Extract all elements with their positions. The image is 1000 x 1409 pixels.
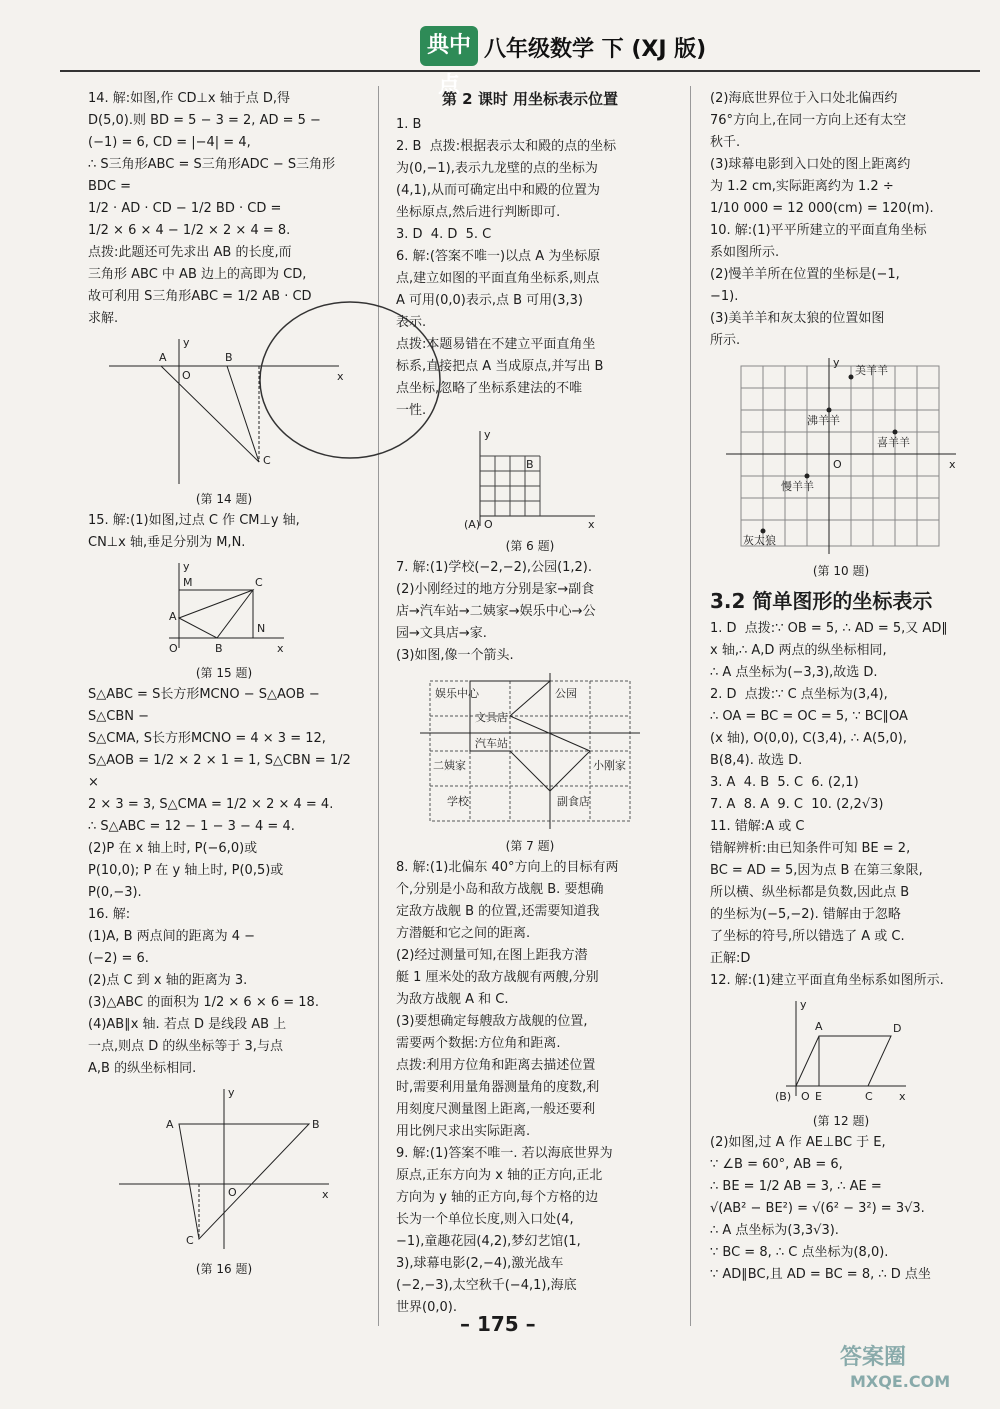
svg-text:O: O <box>484 518 493 531</box>
figure-caption: (第 14 题) <box>195 492 253 506</box>
text-line: 1/2 · AD · CD − 1/2 BD · CD = <box>88 201 282 216</box>
text-line: 2. B 点拨:根据表示太和殿的点的坐标 <box>396 139 617 154</box>
svg-text:x: x <box>949 458 956 471</box>
text-line: (3)美羊羊和灰太狼的位置如图 <box>710 311 885 326</box>
text-line: (−1) = 6, CD = |−4| = 4, <box>88 135 251 150</box>
svg-text:E: E <box>815 1090 822 1103</box>
text-line: (2)点 C 到 x 轴的距离为 3. <box>88 973 248 988</box>
text-line: (−2) = 6. <box>88 951 149 966</box>
text-line: 11. 错解:A 或 C <box>710 819 805 834</box>
text-line: 艇 1 厘米处的敌方战舰有两艘,分别 <box>396 970 599 985</box>
svg-text:x: x <box>588 518 595 531</box>
svg-text:D: D <box>893 1022 902 1035</box>
fig10-label: 喜羊羊 <box>877 436 910 449</box>
text-line: ∴ A 点坐标为(−3,3),故选 D. <box>710 665 878 680</box>
text-line: 为敌方战舰 A 和 C. <box>396 992 509 1007</box>
text-line: ∵ AD∥BC,且 AD = BC = 8, ∴ D 点坐 <box>710 1267 931 1282</box>
figure-caption: (第 15 题) <box>195 666 253 680</box>
svg-text:A: A <box>169 610 177 623</box>
text-line: 坐标原点,然后进行判断即可. <box>396 205 561 220</box>
figure-16 <box>114 1084 334 1254</box>
text-line: B(8,4). 故选 D. <box>710 753 803 768</box>
figure-caption: (第 12 题) <box>812 1114 870 1128</box>
svg-text:x: x <box>899 1090 906 1103</box>
text-line: 1/10 000 = 12 000(cm) = 120(m). <box>710 201 934 216</box>
text-line: 2. D 点拨:∵ C 点坐标为(3,4), <box>710 687 888 702</box>
watermark-url: MXQE.COM <box>850 1372 951 1391</box>
text-line: −1),童趣花园(4,2),梦幻艺馆(1, <box>396 1234 581 1249</box>
text-line: 正解:D <box>710 951 751 966</box>
text-line: 点拨:本题易错在不建立平面直角坐 <box>396 337 596 352</box>
text-line: ∴ S△ABC = 12 − 1 − 3 − 4 = 4. <box>88 819 295 834</box>
svg-text:O: O <box>169 642 178 655</box>
text-line: 三角形 ABC 中 AB 边上的高即为 CD, <box>88 267 307 282</box>
text-line: 需要两个数据:方位角和距离. <box>396 1036 561 1051</box>
text-line: x 轴,∴ A,D 两点的纵坐标相同, <box>710 643 887 658</box>
fig7-label: 小刚家 <box>593 759 626 772</box>
text-line: P(10,0); P 在 y 轴上时, P(0,5)或 <box>88 863 284 878</box>
text-line: (2)慢羊羊所在位置的坐标是(−1, <box>710 267 900 282</box>
fig10-label: 慢羊羊 <box>781 480 814 493</box>
text-line: 8. 解:(1)北偏东 40°方向上的目标有两 <box>396 860 619 875</box>
text-line: 个,分别是小岛和敌方战舰 B. 要想确 <box>396 882 604 897</box>
fig7-label: 汽车站 <box>475 737 508 750</box>
text-line: 长为一个单位长度,则入口处(4, <box>396 1212 574 1227</box>
svg-text:C: C <box>263 454 271 467</box>
text-line: 7. 解:(1)学校(−2,−2),公园(1,2). <box>396 560 593 575</box>
text-line: 系如图所示. <box>710 245 780 260</box>
text-line: 方潜艇和它之间的距离. <box>396 926 531 941</box>
fig10-label: 沸羊羊 <box>807 414 840 427</box>
text-line: 为 1.2 cm,实际距离约为 1.2 ÷ <box>710 179 894 194</box>
text-line: √(AB² − BE²) = √(6² − 3²) = 3√3. <box>710 1201 925 1216</box>
fig10-label: 美羊羊 <box>855 364 888 377</box>
svg-text:(B): (B) <box>775 1090 792 1103</box>
text-line: 秋千. <box>710 135 741 150</box>
answer-7 <box>396 557 664 667</box>
text-line: 点拨:此题还可先求出 AB 的长度,而 <box>88 245 292 260</box>
text-line: 点,建立如图的平面直角坐标系,则点 <box>396 271 600 286</box>
figure-6 <box>460 426 600 531</box>
figure-caption: (第 6 题) <box>505 539 555 553</box>
text-line: (3)如图,像一个箭头. <box>396 648 514 663</box>
text-line: −1). <box>710 289 739 304</box>
text-line: (2)海底世界位于入口处北偏西约 <box>710 91 898 106</box>
text-line: (3)球幕电影到入口处的图上距离约 <box>710 157 911 172</box>
text-line: 3. D 4. D 5. C <box>396 227 492 242</box>
text-line: 点坐标,忽略了坐标系建法的不唯 <box>396 381 583 396</box>
header-rule <box>60 70 980 72</box>
text-line: (2)经过测量可知,在图上距我方潜 <box>396 948 588 963</box>
svg-text:C: C <box>255 576 263 589</box>
page-header <box>0 0 1000 98</box>
text-line: S△ABC = S长方形MCNO − S△AOB − S△CBN − <box>88 687 324 724</box>
text-line: 1. B <box>396 117 422 132</box>
answer-12-cont <box>710 1132 972 1286</box>
text-line: 的坐标为(−5,−2). 错解由于忽略 <box>710 907 901 922</box>
figure-10 <box>721 356 961 556</box>
text-line: CN⊥x 轴,垂足分别为 M,N. <box>88 535 246 550</box>
text-line: 原点,正东方向为 x 轴的正方向,正北 <box>396 1168 603 1183</box>
text-line: ∵ ∠B = 60°, AB = 6, <box>710 1157 843 1172</box>
text-line: (4)AB∥x 轴. 若点 D 是线段 AB 上 <box>88 1017 287 1032</box>
fig7-label: 文具店 <box>475 711 508 724</box>
svg-text:(A): (A) <box>464 518 481 531</box>
text-line: 定敌方战舰 B 的位置,还需要知道我 <box>396 904 600 919</box>
text-line: S△AOB = 1/2 × 2 × 1 = 1, S△CBN = 1/2 × <box>88 753 355 790</box>
answer-10 <box>710 220 972 352</box>
text-line: 故可利用 S三角形ABC = 1/2 AB · CD <box>88 289 312 304</box>
figure-7 <box>415 671 645 831</box>
text-line: 店→汽车站→二姨家→娱乐中心→公 <box>396 604 596 619</box>
answer-16 <box>88 904 360 1080</box>
text-line: (−2,−3),太空秋千(−4,1),海底 <box>396 1278 577 1293</box>
text-line: 7. A 8. A 9. C 10. (2,2√3) <box>710 797 884 812</box>
watermark-logo: 答案圈 <box>840 1345 907 1370</box>
svg-text:C: C <box>186 1234 194 1247</box>
svg-text:y: y <box>183 560 190 573</box>
text-line: 14. 解:如图,作 CD⊥x 轴于点 D,得 <box>88 91 290 106</box>
svg-text:y: y <box>833 356 840 369</box>
text-line: 9. 解:(1)答案不唯一. 若以海底世界为 <box>396 1146 613 1161</box>
text-line: 2 × 3 = 3, S△CMA = 1/2 × 2 × 4 = 4. <box>88 797 334 812</box>
text-line: 76°方向上,在同一方向上还有太空 <box>710 113 907 128</box>
svg-text:y: y <box>800 998 807 1011</box>
svg-text:B: B <box>312 1118 320 1131</box>
text-line: ∴ S三角形ABC = S三角形ADC − S三角形BDC = <box>88 157 336 194</box>
text-line: (2)小刚经过的地方分别是家→副食 <box>396 582 595 597</box>
svg-text:A: A <box>815 1020 823 1033</box>
text-line: ∴ A 点坐标为(3,3√3). <box>710 1223 839 1238</box>
text-line: 方向为 y 轴的正方向,每个方格的边 <box>396 1190 599 1205</box>
svg-text:x: x <box>322 1188 329 1201</box>
text-line: 错解辨析:由已知条件可知 BE = 2, <box>710 841 911 856</box>
svg-text:y: y <box>183 336 190 349</box>
svg-text:x: x <box>337 370 344 383</box>
text-line: ∴ OA = BC = OC = 5, ∵ BC∥OA <box>710 709 908 724</box>
text-line: (x 轴), O(0,0), C(3,4), ∴ A(5,0), <box>710 731 907 746</box>
book-title: 八年级数学 下 (XJ 版) <box>484 37 707 62</box>
handwritten-stamp <box>250 290 450 470</box>
svg-text:O: O <box>182 369 191 382</box>
column-divider <box>690 86 691 1326</box>
svg-text:N: N <box>257 622 266 635</box>
column-left <box>88 88 360 1280</box>
svg-text:B: B <box>225 351 233 364</box>
text-line: 所以横、纵坐标都是负数,因此点 B <box>710 885 910 900</box>
fig7-label: 二姨家 <box>433 759 466 772</box>
text-line: A 可用(0,0)表示,点 B 可用(3,3) <box>396 293 583 308</box>
fig7-label: 公园 <box>555 687 577 700</box>
lesson-heading: 第 2 课时 用坐标表示位置 <box>441 90 619 108</box>
fig10-label: 灰太狼 <box>743 534 776 547</box>
page-number: – 175 – <box>460 1312 536 1336</box>
text-line: 求解. <box>88 311 119 326</box>
text-line: 点拨:利用方位角和距离去描述位置 <box>396 1058 596 1073</box>
svg-text:y: y <box>484 428 491 441</box>
text-line: A,B 的纵坐标相同. <box>88 1061 197 1076</box>
figure-caption: (第 7 题) <box>505 839 555 853</box>
text-line: 表示. <box>396 315 427 330</box>
text-line: 用刻度尺测量图上距离,一般还要利 <box>396 1102 596 1117</box>
answer-9-cont <box>710 88 972 220</box>
figure-caption: (第 10 题) <box>812 564 870 578</box>
text-line: 1. D 点拨:∵ OB = 5, ∴ AD = 5,又 AD∥ <box>710 621 948 636</box>
svg-text:O: O <box>833 458 842 471</box>
text-line: (4,1),从而可确定出中和殿的位置为 <box>396 183 600 198</box>
text-line: 6. 解:(答案不唯一)以点 A 为坐标原 <box>396 249 601 264</box>
text-line: 15. 解:(1)如图,过点 C 作 CM⊥y 轴, <box>88 513 300 528</box>
text-line: 一性. <box>396 403 427 418</box>
text-line: D(5,0).则 BD = 5 − 3 = 2, AD = 5 − <box>88 113 321 128</box>
column-divider <box>378 86 379 1326</box>
text-line: 3),球幕电影(2,−4),激光战车 <box>396 1256 564 1271</box>
answer-15-cont <box>88 684 360 904</box>
answers-8-9 <box>396 857 664 1319</box>
text-line: S△CMA, S长方形MCNO = 4 × 3 = 12, <box>88 731 326 746</box>
figure-12 <box>771 996 911 1106</box>
text-line: 时,需要利用量角器测量角的度数,利 <box>396 1080 600 1095</box>
svg-text:O: O <box>801 1090 810 1103</box>
svg-text:x: x <box>277 642 284 655</box>
column-right <box>710 88 972 1286</box>
svg-text:A: A <box>166 1118 174 1131</box>
svg-text:M: M <box>183 576 193 589</box>
text-line: ∵ BC = 8, ∴ C 点坐标为(8,0). <box>710 1245 889 1260</box>
section-heading: 3.2 简单图形的坐标表示 <box>710 589 933 613</box>
text-line: 为(0,−1),表示九龙壁的点的坐标为 <box>396 161 598 176</box>
svg-text:A: A <box>159 351 167 364</box>
text-line: (2)如图,过 A 作 AE⊥BC 于 E, <box>710 1135 886 1150</box>
text-line: 用比例尺求出实际距离. <box>396 1124 531 1139</box>
answer-15 <box>88 510 360 554</box>
fig7-label: 娱乐中心 <box>435 687 479 700</box>
text-line: 标系,直接把点 A 当成原点,并写出 B <box>396 359 604 374</box>
text-line: 了坐标的符号,所以错选了 A 或 C. <box>710 929 905 944</box>
text-line: P(0,−3). <box>88 885 142 900</box>
figure-caption: (第 16 题) <box>195 1262 253 1276</box>
text-line: (3)△ABC 的面积为 1/2 × 6 × 6 = 18. <box>88 995 319 1010</box>
column-middle <box>396 88 664 1319</box>
svg-text:y: y <box>228 1086 235 1099</box>
fig7-label: 学校 <box>447 795 469 808</box>
text-line: 1/2 × 6 × 4 − 1/2 × 2 × 4 = 8. <box>88 223 291 238</box>
text-line: ∴ BE = 1/2 AB = 3, ∴ AE = <box>710 1179 882 1194</box>
text-line: (2)P 在 x 轴上时, P(−6,0)或 <box>88 841 258 856</box>
text-line: 一点,则点 D 的纵坐标等于 3,与点 <box>88 1039 283 1054</box>
text-line: 16. 解: <box>88 907 131 922</box>
fig7-label: 副食店 <box>557 795 590 808</box>
brand-logo: 典中点 <box>420 26 478 66</box>
text-line: 园→文具店→家. <box>396 626 487 641</box>
svg-text:B: B <box>215 642 223 655</box>
text-line: 世界(0,0). <box>396 1300 457 1315</box>
text-line: BC = AD = 5,因为点 B 在第三象限, <box>710 863 923 878</box>
svg-text:O: O <box>228 1186 237 1199</box>
svg-text:C: C <box>865 1090 873 1103</box>
text-line: (1)A, B 两点间的距离为 4 − <box>88 929 256 944</box>
text-line: (3)要想确定每艘敌方战舰的位置, <box>396 1014 588 1029</box>
text-line: 10. 解:(1)平平所建立的平面直角坐标 <box>710 223 927 238</box>
text-line: 所示. <box>710 333 741 348</box>
svg-text:B: B <box>526 458 534 471</box>
answers-1-12 <box>710 618 972 992</box>
text-line: 12. 解:(1)建立平面直角坐标系如图所示. <box>710 973 944 988</box>
text-line: 3. A 4. B 5. C 6. (2,1) <box>710 775 859 790</box>
figure-15 <box>159 558 289 658</box>
